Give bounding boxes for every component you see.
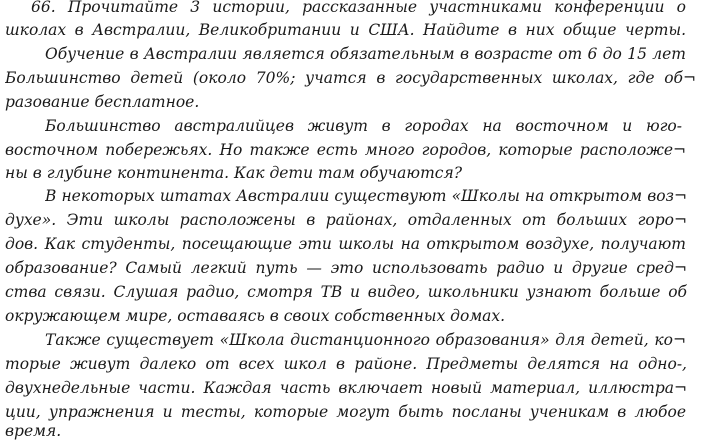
text-line: ции, упражнения и тесты, которые могут быть посланы ученикам в любое [5,403,686,421]
text-line: Также существует «Школа дистанционного образования» для детей, ко¬ [45,331,686,349]
text-line: ны в глубине континента. Как дети там обучаются? [5,164,463,182]
text-line: дов. Как студенты, посещающие эти школы на открытом воздухе, получают [5,235,686,253]
text-line: ства связи. Слушая радио, смотря ТВ и видео, школьники узнают больше об [5,283,687,301]
text-line: Обучение в Австралии является обязательным в возрасте от 6 до 15 лет [45,45,686,63]
text-line: В некоторых штатах Австралии существуют «Школы на открытом воз¬ [45,187,687,205]
text-line: Большинство детей (около 70%; учатся в государственных школах, где об¬ [5,69,696,87]
text-line: восточном побережьях. Но также есть много городов, которые расположе¬ [5,141,686,159]
text-line: Большинство австралийцев живут в городах на восточном и юго- [45,117,682,135]
text-line: духе». Эти школы расположены в районах, отдаленных от больших горо¬ [5,211,687,229]
text-line: время. [5,422,62,440]
text-line: образование? Самый легкий путь — это использовать радио и другие сред¬ [5,259,687,277]
text-line: школах в Австралии, Великобритании и США. Найдите в них общие черты. [5,21,686,39]
text-line: окружающем мире, оставаясь в своих собственных домах. [5,307,506,325]
text-line: 66. Прочитайте 3 истории, рассказанные участниками конференции о [31,0,686,16]
text-line: торые живут далеко от всех школ в районе. Предметы делятся на одно-, [5,355,687,373]
text-line: разование бесплатное. [5,93,200,111]
text-line: двухнедельные части. Каждая часть включает новый материал, иллюстра¬ [5,379,687,397]
